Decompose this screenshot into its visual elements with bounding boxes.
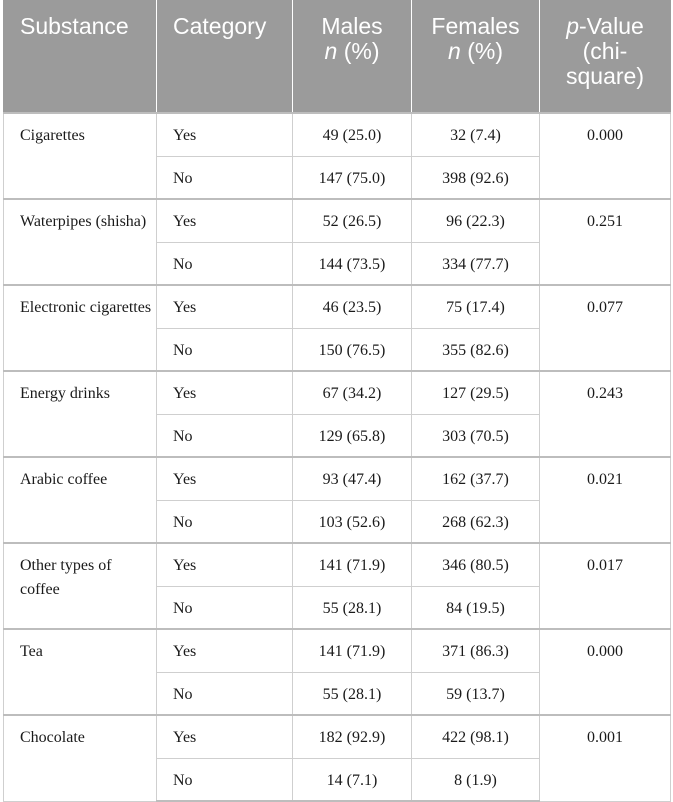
substance-cell: Energy drinks [4, 371, 157, 457]
header-pvalue-prefix: p [566, 13, 579, 39]
substance-cell: Electronic cigarettes [4, 285, 157, 371]
females-cell: 96 (22.3) [412, 199, 540, 242]
males-cell: 55 (28.1) [293, 586, 412, 629]
females-cell: 422 (98.1) [412, 715, 540, 758]
header-females [412, 0, 540, 113]
table-body [4, 113, 671, 801]
substance-cell: Tea [4, 629, 157, 715]
header-females-label: Females [431, 13, 520, 39]
header-females-sub: n (%) [448, 38, 503, 64]
table-row [4, 285, 671, 328]
males-cell: 144 (73.5) [293, 242, 412, 285]
males-cell: 141 (71.9) [293, 629, 412, 672]
category-cell: No [157, 672, 293, 715]
category-cell: Yes [157, 199, 293, 242]
header-males-sub: n (%) [324, 38, 380, 64]
category-cell: Yes [157, 543, 293, 586]
females-cell: 303 (70.5) [412, 414, 540, 457]
males-cell: 182 (92.9) [293, 715, 412, 758]
females-cell: 32 (7.4) [412, 113, 540, 156]
substance-use-table [3, 0, 671, 802]
males-cell: 55 (28.1) [293, 672, 412, 715]
category-cell: No [157, 156, 293, 199]
header-males [293, 0, 412, 113]
males-cell: 52 (26.5) [293, 199, 412, 242]
table-row [4, 371, 671, 414]
males-cell: 129 (65.8) [293, 414, 412, 457]
category-cell: Yes [157, 715, 293, 758]
header-pvalue-rest: -Value [579, 13, 644, 39]
header-row [4, 0, 671, 113]
category-cell: Yes [157, 457, 293, 500]
category-cell: No [157, 414, 293, 457]
category-cell: Yes [157, 113, 293, 156]
category-cell: Yes [157, 285, 293, 328]
category-cell: No [157, 758, 293, 801]
females-cell: 346 (80.5) [412, 543, 540, 586]
header-category: Category [157, 0, 293, 113]
females-cell: 75 (17.4) [412, 285, 540, 328]
substance-cell: Chocolate [4, 715, 157, 801]
p-value-cell: 0.251 [540, 199, 671, 285]
males-cell: 150 (76.5) [293, 328, 412, 371]
substance-cell: Waterpipes (shisha) [4, 199, 157, 285]
p-value-cell: 0.017 [540, 543, 671, 629]
males-cell: 14 (7.1) [293, 758, 412, 801]
category-cell: No [157, 328, 293, 371]
females-cell: 127 (29.5) [412, 371, 540, 414]
header-pvalue-line3: square) [566, 63, 644, 89]
category-cell: No [157, 586, 293, 629]
header-pvalue [540, 0, 671, 113]
substance-cell: Arabic coffee [4, 457, 157, 543]
category-cell: No [157, 500, 293, 543]
table-row [4, 629, 671, 672]
females-cell: 334 (77.7) [412, 242, 540, 285]
table-row [4, 199, 671, 242]
category-cell: Yes [157, 629, 293, 672]
header-males-label: Males [321, 13, 383, 39]
substance-cell: Cigarettes [4, 113, 157, 199]
p-value-cell: 0.021 [540, 457, 671, 543]
p-value-cell: 0.243 [540, 371, 671, 457]
males-cell: 147 (75.0) [293, 156, 412, 199]
males-cell: 93 (47.4) [293, 457, 412, 500]
table-row [4, 715, 671, 758]
table-row [4, 543, 671, 586]
substance-cell: Other types of coffee [4, 543, 157, 629]
males-cell: 103 (52.6) [293, 500, 412, 543]
header-substance: Substance [4, 0, 157, 113]
females-cell: 162 (37.7) [412, 457, 540, 500]
females-cell: 268 (62.3) [412, 500, 540, 543]
p-value-cell: 0.077 [540, 285, 671, 371]
males-cell: 67 (34.2) [293, 371, 412, 414]
males-cell: 141 (71.9) [293, 543, 412, 586]
p-value-cell: 0.000 [540, 629, 671, 715]
table-row [4, 113, 671, 156]
table-header [4, 0, 671, 113]
females-cell: 371 (86.3) [412, 629, 540, 672]
p-value-cell: 0.001 [540, 715, 671, 801]
category-cell: Yes [157, 371, 293, 414]
males-cell: 46 (23.5) [293, 285, 412, 328]
females-cell: 355 (82.6) [412, 328, 540, 371]
males-cell: 49 (25.0) [293, 113, 412, 156]
females-cell: 398 (92.6) [412, 156, 540, 199]
table-row [4, 457, 671, 500]
category-cell: No [157, 242, 293, 285]
females-cell: 59 (13.7) [412, 672, 540, 715]
females-cell: 8 (1.9) [412, 758, 540, 801]
header-pvalue-line2: (chi- [582, 38, 628, 64]
p-value-cell: 0.000 [540, 113, 671, 199]
females-cell: 84 (19.5) [412, 586, 540, 629]
